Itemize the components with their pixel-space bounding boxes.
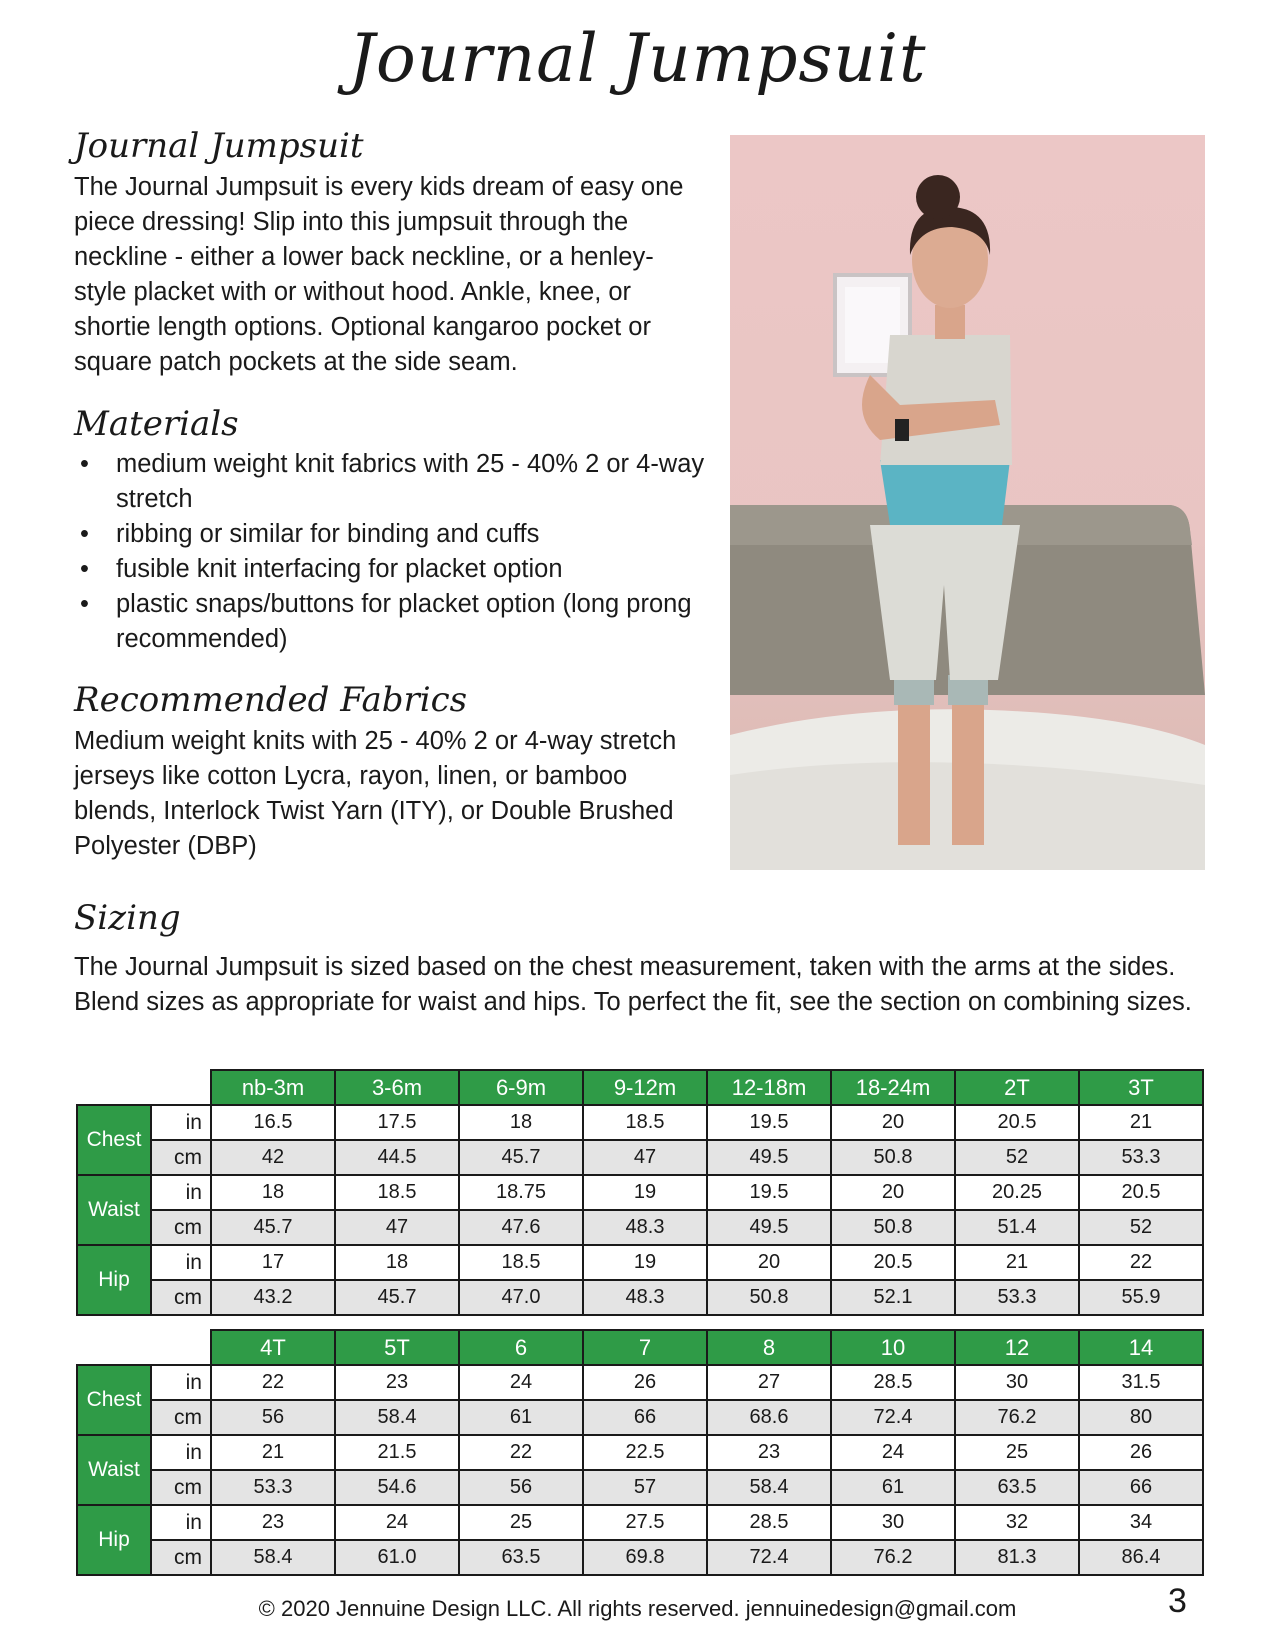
unit-label: cm: [151, 1210, 211, 1245]
table-cell: 32: [955, 1505, 1079, 1540]
table-cell: 18.75: [459, 1175, 583, 1210]
materials-item: • fusible knit interfacing for placket option: [74, 552, 714, 587]
table-cell: 50.8: [707, 1280, 831, 1315]
table-cell: 45.7: [211, 1210, 335, 1245]
table-cell: 24: [335, 1505, 459, 1540]
unit-label: in: [151, 1435, 211, 1470]
size-chart-table-2: [76, 1329, 1204, 1576]
table-cell: 80: [1079, 1400, 1203, 1435]
table-cell: 47.6: [459, 1210, 583, 1245]
table-cell: 20.5: [955, 1105, 1079, 1140]
table-cell: 18.5: [583, 1105, 707, 1140]
table-cell: 20.25: [955, 1175, 1079, 1210]
table-cell: 45.7: [335, 1280, 459, 1315]
page-number: 3: [1168, 1582, 1187, 1620]
table-cell: 18: [335, 1245, 459, 1280]
table-cell: 20: [707, 1245, 831, 1280]
size-header: 7: [583, 1330, 707, 1365]
intro-text: The Journal Jumpsuit is every kids dream of easy one piece dressing! Slip into this jumpsuit through the neckline - either a lower back neckline, or a henley-style placket with or without hood. Ankle, knee, or shortie length options. Optional kangaroo pocket or square patch pockets at the side seam.: [74, 173, 684, 376]
model-photo: [730, 135, 1205, 870]
table-cell: 27: [707, 1365, 831, 1400]
measurement-label: Hip: [77, 1505, 151, 1575]
measurement-label: Chest: [77, 1365, 151, 1435]
table-cell: 25: [459, 1505, 583, 1540]
table-cell: 19: [583, 1175, 707, 1210]
table-cell: 72.4: [707, 1540, 831, 1575]
size-header: 3-6m: [335, 1070, 459, 1105]
fabrics-text: Medium weight knits with 25 - 40% 2 or 4-way stretch jerseys like cotton Lycra, rayon, linen, or bamboo blends, Interlock Twist Yarn (ITY), or Double Brushed Polyester (DBP): [74, 727, 677, 860]
table-cell: 26: [583, 1365, 707, 1400]
table-cell: 24: [459, 1365, 583, 1400]
table-row: [77, 1435, 1203, 1470]
table-cell: 24: [831, 1435, 955, 1470]
table-cell: 18: [459, 1105, 583, 1140]
table-cell: 45.7: [459, 1140, 583, 1175]
size-header: 12: [955, 1330, 1079, 1365]
jumpsuit-photo-illustration: [730, 135, 1205, 870]
materials-list: [74, 447, 714, 657]
table-row: [77, 1470, 1203, 1505]
table-cell: 28.5: [831, 1365, 955, 1400]
table-cell: 53.3: [1079, 1140, 1203, 1175]
unit-label: cm: [151, 1540, 211, 1575]
page-title: Journal Jumpsuit: [348, 20, 927, 97]
table-row: [77, 1365, 1203, 1400]
size-header-row: [77, 1330, 1203, 1365]
table-row: [77, 1280, 1203, 1315]
measurement-label: Waist: [77, 1435, 151, 1505]
table-cell: 19.5: [707, 1175, 831, 1210]
table-cell: 48.3: [583, 1280, 707, 1315]
unit-label: in: [151, 1365, 211, 1400]
table-cell: 18.5: [459, 1245, 583, 1280]
materials-item: • medium weight knit fabrics with 25 - 40% 2 or 4-way stretch: [74, 447, 714, 517]
table-cell: 52: [1079, 1210, 1203, 1245]
table-cell: 20: [831, 1175, 955, 1210]
table-cell: 57: [583, 1470, 707, 1505]
table-cell: 49.5: [707, 1210, 831, 1245]
table-cell: 55.9: [1079, 1280, 1203, 1315]
size-chart-table-1: [76, 1069, 1204, 1316]
table-cell: 47: [583, 1140, 707, 1175]
table-cell: 28.5: [707, 1505, 831, 1540]
unit-label: cm: [151, 1280, 211, 1315]
table-cell: 18.5: [335, 1175, 459, 1210]
table-cell: 20.5: [831, 1245, 955, 1280]
table-cell: 20.5: [1079, 1175, 1203, 1210]
table-cell: 56: [211, 1400, 335, 1435]
table-cell: 53.3: [211, 1470, 335, 1505]
table-cell: 48.3: [583, 1210, 707, 1245]
table-cell: 16.5: [211, 1105, 335, 1140]
table-cell: 66: [1079, 1470, 1203, 1505]
table-cell: 68.6: [707, 1400, 831, 1435]
size-header-row: [77, 1070, 1203, 1105]
table-row: [77, 1245, 1203, 1280]
table-cell: 52.1: [831, 1280, 955, 1315]
size-header: 8: [707, 1330, 831, 1365]
materials-item: • plastic snaps/buttons for placket option (long prong recommended): [74, 587, 714, 657]
table-cell: 21: [955, 1245, 1079, 1280]
table-cell: 56: [459, 1470, 583, 1505]
sizing-heading: Sizing: [74, 898, 181, 938]
measurement-label: Waist: [77, 1175, 151, 1245]
fabrics-heading: Recommended Fabrics: [74, 680, 468, 720]
materials-heading: Materials: [74, 404, 239, 444]
table-cell: 61: [459, 1400, 583, 1435]
table-cell: 34: [1079, 1505, 1203, 1540]
table-cell: 53.3: [955, 1280, 1079, 1315]
materials-item: • ribbing or similar for binding and cuffs: [74, 517, 714, 552]
unit-label: cm: [151, 1400, 211, 1435]
table-cell: 54.6: [335, 1470, 459, 1505]
table-cell: 22: [211, 1365, 335, 1400]
table-row: [77, 1210, 1203, 1245]
table-cell: 81.3: [955, 1540, 1079, 1575]
size-header: 9-12m: [583, 1070, 707, 1105]
size-header: 18-24m: [831, 1070, 955, 1105]
size-header: 6: [459, 1330, 583, 1365]
unit-label: cm: [151, 1140, 211, 1175]
table-row: [77, 1140, 1203, 1175]
table-row: [77, 1400, 1203, 1435]
table-cell: 30: [831, 1505, 955, 1540]
unit-label: in: [151, 1505, 211, 1540]
table-cell: 52: [955, 1140, 1079, 1175]
measurement-label: Hip: [77, 1245, 151, 1315]
table-cell: 30: [955, 1365, 1079, 1400]
intro-heading: Journal Jumpsuit: [74, 126, 364, 166]
table-cell: 21.5: [335, 1435, 459, 1470]
table-cell: 26: [1079, 1435, 1203, 1470]
unit-label: in: [151, 1175, 211, 1210]
table-cell: 19.5: [707, 1105, 831, 1140]
table-cell: 19: [583, 1245, 707, 1280]
table-cell: 86.4: [1079, 1540, 1203, 1575]
size-header: 2T: [955, 1070, 1079, 1105]
size-header: 5T: [335, 1330, 459, 1365]
table-cell: 27.5: [583, 1505, 707, 1540]
table-row: [77, 1540, 1203, 1575]
unit-label: cm: [151, 1470, 211, 1505]
table-cell: 23: [211, 1505, 335, 1540]
table-cell: 43.2: [211, 1280, 335, 1315]
table-cell: 47: [335, 1210, 459, 1245]
table-cell: 17.5: [335, 1105, 459, 1140]
size-header: 12-18m: [707, 1070, 831, 1105]
table-cell: 47.0: [459, 1280, 583, 1315]
table-cell: 61: [831, 1470, 955, 1505]
table-cell: 42: [211, 1140, 335, 1175]
size-header: 3T: [1079, 1070, 1203, 1105]
table-cell: 23: [707, 1435, 831, 1470]
table-cell: 21: [211, 1435, 335, 1470]
unit-label: in: [151, 1245, 211, 1280]
table-cell: 25: [955, 1435, 1079, 1470]
table-cell: 58.4: [211, 1540, 335, 1575]
table-cell: 22: [1079, 1245, 1203, 1280]
table-cell: 22.5: [583, 1435, 707, 1470]
table-cell: 76.2: [831, 1540, 955, 1575]
size-header: 4T: [211, 1330, 335, 1365]
table-cell: 58.4: [335, 1400, 459, 1435]
unit-label: in: [151, 1105, 211, 1140]
table-cell: 17: [211, 1245, 335, 1280]
measurement-label: Chest: [77, 1105, 151, 1175]
table-cell: 20: [831, 1105, 955, 1140]
table-cell: 63.5: [459, 1540, 583, 1575]
size-header: 10: [831, 1330, 955, 1365]
table-cell: 58.4: [707, 1470, 831, 1505]
table-cell: 76.2: [955, 1400, 1079, 1435]
sizing-text: The Journal Jumpsuit is sized based on the chest measurement, taken with the arms at the sides. Blend sizes as appropriate for waist and hips. To perfect the fit, see the section on combining sizes.: [74, 953, 1192, 1016]
table-cell: 61.0: [335, 1540, 459, 1575]
size-header: 14: [1079, 1330, 1203, 1365]
table-cell: 72.4: [831, 1400, 955, 1435]
table-cell: 44.5: [335, 1140, 459, 1175]
table-cell: 49.5: [707, 1140, 831, 1175]
table-cell: 51.4: [955, 1210, 1079, 1245]
table-cell: 63.5: [955, 1470, 1079, 1505]
table-cell: 21: [1079, 1105, 1203, 1140]
size-header: nb-3m: [211, 1070, 335, 1105]
table-cell: 50.8: [831, 1140, 955, 1175]
table-cell: 31.5: [1079, 1365, 1203, 1400]
table-cell: 50.8: [831, 1210, 955, 1245]
table-cell: 69.8: [583, 1540, 707, 1575]
table-row: [77, 1105, 1203, 1140]
footer-copyright: © 2020 Jennuine Design LLC. All rights reserved. jennuinedesign@gmail.com: [258, 1596, 1017, 1621]
table-cell: 22: [459, 1435, 583, 1470]
table-cell: 23: [335, 1365, 459, 1400]
table-row: [77, 1505, 1203, 1540]
table-cell: 18: [211, 1175, 335, 1210]
size-header: 6-9m: [459, 1070, 583, 1105]
table-cell: 66: [583, 1400, 707, 1435]
table-row: [77, 1175, 1203, 1210]
